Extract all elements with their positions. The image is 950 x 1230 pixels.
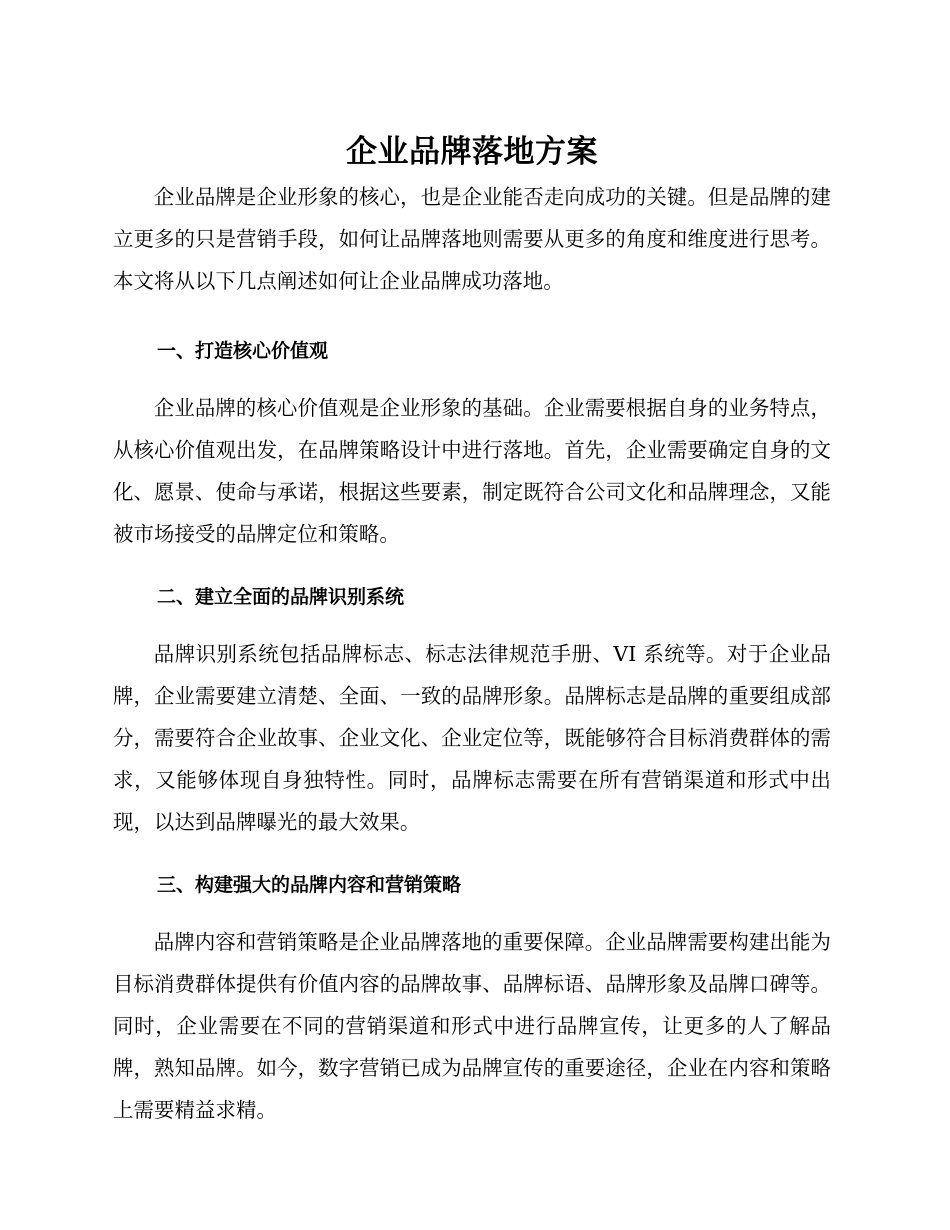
section-heading-content-marketing: 三、构建强大的品牌内容和营销策略 (157, 874, 462, 896)
document-page (113, 128, 831, 1131)
document-title: 企业品牌落地方案 (346, 134, 598, 170)
section-heading-core-values: 一、打造核心价值观 (157, 340, 329, 362)
section-body-core-values: 企业品牌的核心价值观是企业形象的基础。企业需要根据自身的业务特点，从核心价值观出发，在品牌策略设计中进行落地。首先，企业需要确定自身的文化、愿景、使命与承诺，根据这些要素，制定既符合公司文化和品牌理念，又能被市场接受的品牌定位和策略。 (113, 396, 831, 546)
section-body-content-marketing: 品牌内容和营销策略是企业品牌落地的重要保障。企业品牌需要构建出能为目标消费群体提供有价值内容的品牌故事、品牌标语、品牌形象及品牌口碑等。同时，企业需要在不同的营销渠道和形式中进行品牌宣传，让更多的人了解品牌，熟知品牌。如今，数字营销已成为品牌宣传的重要途径，企业在内容和策略上需要精益求精。 (113, 930, 831, 1122)
section-heading-brand-identity: 二、建立全面的品牌识别系统 (157, 586, 405, 608)
intro-paragraph: 企业品牌是企业形象的核心，也是企业能否走向成功的关键。但是品牌的建立更多的只是营销手段，如何让品牌落地则需要从更多的角度和维度进行思考。本文将从以下几点阐述如何让企业品牌成功落地。 (113, 185, 831, 293)
section-body-brand-identity: 品牌识别系统包括品牌标志、标志法律规范手册、VI 系统等。对于企业品牌，企业需要建立清楚、全面、一致的品牌形象。品牌标志是品牌的重要组成部分，需要符合企业故事、企业文化、企业定位等，既能够符合目标消费群体的需求，又能够体现自身独特性。同时，品牌标志需要在所有营销渠道和形式中出现，以达到品牌曝光的最大效果。 (113, 642, 831, 834)
